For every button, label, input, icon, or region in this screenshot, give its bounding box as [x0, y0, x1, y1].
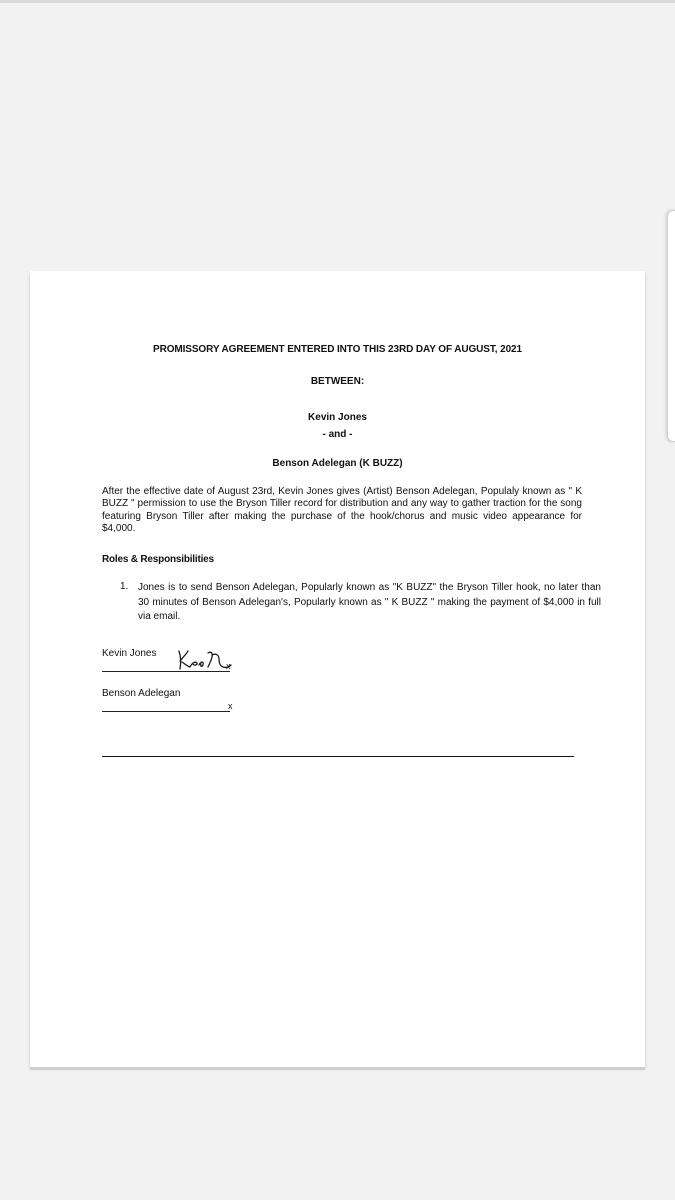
signature-line-kevin-jones: [102, 671, 230, 672]
agreement-title: PROMISSORY AGREEMENT ENTERED INTO THIS 23RD DAY OF AUGUST, 2021: [153, 344, 522, 355]
party-two-name: Benson Adelegan (K BUZZ): [272, 458, 403, 469]
document-page: [30, 271, 645, 1067]
section-heading: Roles & Responsibilities: [102, 554, 214, 565]
and-separator: - and -: [322, 429, 353, 440]
intro-paragraph: After the effective date of August 23rd, Kevin Jones gives (Artist) Benson Adelegan, Populaly known as " K BUZZ " permission to use the Bryson Tiller record for distribution and any way to gather traction for the song featuring Bryson Tiller after making the purchase of the hook/chorus and music video appearance for $4,000.: [102, 486, 582, 534]
page-bottom-shadow: [30, 1067, 645, 1070]
signature-label-kevin-jones: Kevin Jones: [102, 648, 157, 659]
list-item-number: 1.: [120, 581, 129, 592]
signature-label-benson-adelegan: Benson Adelegan: [102, 688, 181, 699]
signature-mark-benson-adelegan: x: [228, 701, 233, 711]
signature-mark-kevin-jones: x: [226, 661, 231, 671]
list-item-text: Jones is to send Benson Adelegan, Popularly known as "K BUZZ" the Bryson Tiller hook, no later than 30 minutes of Benson Adelegan's, Popularly known as " K BUZZ " making the payment of $4,000 in full via email.: [138, 582, 601, 622]
top-edge: [0, 0, 675, 3]
scrollbar-thumb[interactable]: [667, 210, 675, 442]
between-label: BETWEEN:: [310, 376, 365, 387]
bottom-rule: [102, 756, 574, 757]
signature-line-benson-adelegan: [102, 711, 230, 712]
party-one-name: Kevin Jones: [308, 412, 367, 423]
